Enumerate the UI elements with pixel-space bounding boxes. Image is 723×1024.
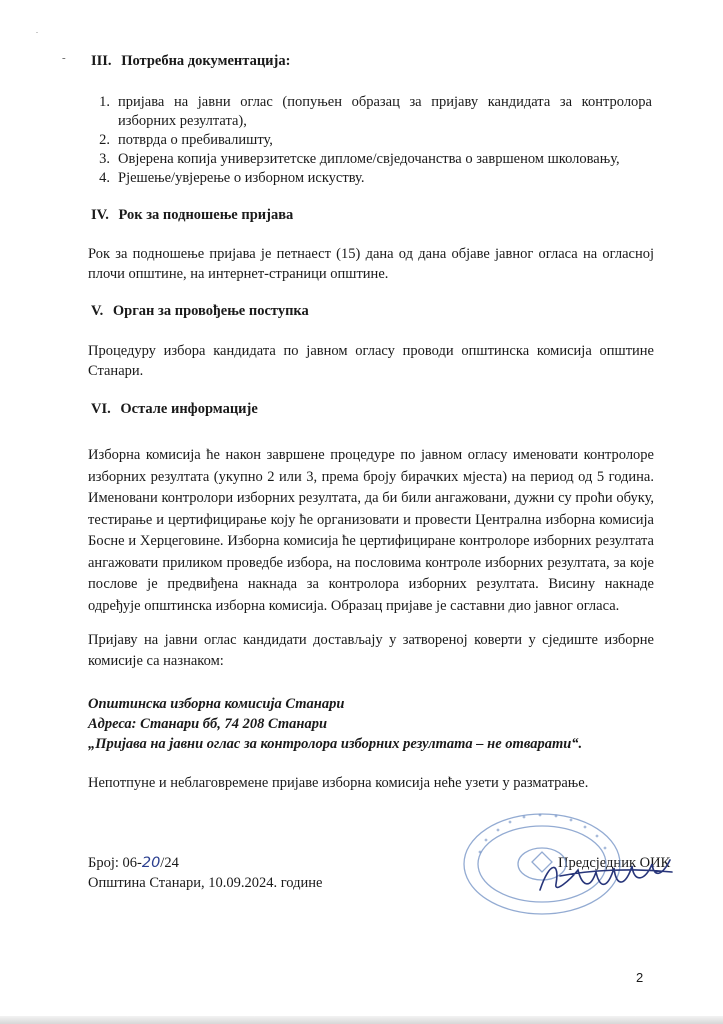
- documents-list: [92, 93, 652, 188]
- section-title: Потребна документација:: [121, 53, 291, 69]
- incomplete-notice: Непотпуне и неблаговремене пријаве изборна комисија неће узети у разматрање.: [88, 775, 589, 791]
- page-number: 2: [636, 970, 644, 985]
- list-item: 3. Овјерена копија универзитетске дипломе/свједочанства о завршеном школовању,: [99, 151, 620, 167]
- reference-number: Број: 06-20/24: [88, 855, 179, 871]
- section-title: Рок за подношење пријава: [118, 207, 294, 223]
- address-line-street: Адреса: Станари бб, 74 208 Станари: [88, 716, 328, 732]
- address-line-envelope-note: „Пријава на јавни оглас за контролора изборних резултата – не отварати“.: [88, 736, 583, 752]
- section-heading-other-info: [91, 401, 258, 418]
- scan-bottom-edge: [0, 1016, 723, 1024]
- handwritten-signature: [530, 850, 680, 902]
- list-item: 2. потврда о пребивалишту,: [99, 132, 273, 148]
- place-date: Општина Станари, 10.09.2024. године: [88, 875, 323, 891]
- section-title: Остале информације: [120, 401, 258, 417]
- handwritten-number: 20: [141, 855, 161, 871]
- address-line-commission: Општинска изборна комисија Станари: [88, 696, 345, 712]
- scan-dot: .: [36, 26, 38, 35]
- footer-reference: [88, 853, 322, 893]
- signatory-title: Предсједник ОИК: [558, 855, 671, 871]
- section-heading-authority: [91, 303, 309, 320]
- section-number: IV.: [91, 207, 109, 223]
- info-paragraph: Изборна комисија ће након завршене процедуре по јавном огласу именовати контролоре изборних резултата (укупно 2 или 3, према броју бирачких мјеста) на период од 5 година. Именовани контролори изборних резултата, да би били ангажовани, дужни су проћи обуку, тестирање и цертифицирање коју ће организовати и провести Централна изборна комисија Босне и Херцеговине. Изборна комисија ће цертифициране контролоре изборних резултата ангажовати приликом проведбе избора, на пословима контроле изборних резултата, за које послове је предвиђена накнада за контролора изборних резултата. Висину накнаде одређује општинска изборна комисија. Образац пријаве је саставни дио јавног огласа.: [88, 447, 654, 614]
- section-number: III.: [91, 53, 112, 69]
- section-number: V.: [91, 303, 104, 319]
- section-heading-deadline: [91, 207, 293, 224]
- list-item: 1. пријава на јавни оглас (попуњен образац за пријаву кандидата за контролора изборних резултата),: [99, 94, 652, 129]
- authority-paragraph: Процедуру избора кандидата по јавном огласу проводи општинска комисија општине Станари.: [88, 343, 654, 379]
- section-number: VI.: [91, 401, 111, 417]
- list-item: 4. Рјешење/увјерење о изборном искуству.: [99, 170, 365, 186]
- submit-paragraph: Пријаву на јавни оглас кандидати достављају у затвореној коверти у сједиште изборне комисије са назнаком:: [88, 632, 654, 669]
- deadline-paragraph: Рок за подношење пријава је петнаест (15) дана од дана објаве јавног огласа на огласној плочи општине, на интернет-страници општине.: [88, 246, 654, 282]
- address-block: [88, 694, 582, 754]
- section-heading-documentation: [91, 53, 290, 70]
- section-title: Орган за провођење поступка: [112, 303, 309, 319]
- margin-mark: -: [62, 52, 66, 64]
